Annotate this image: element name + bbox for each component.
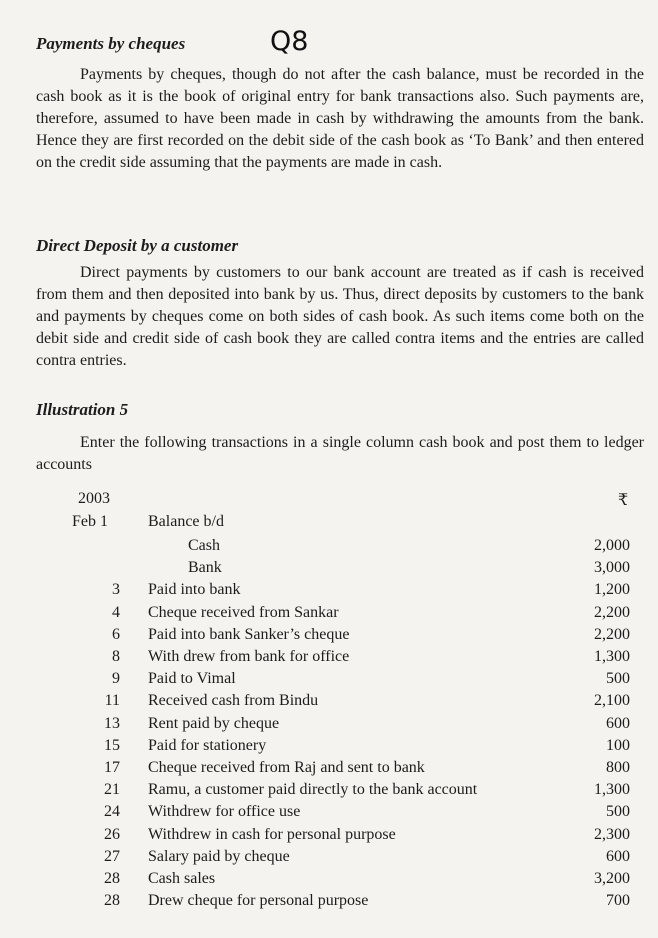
table-row xyxy=(0,579,658,601)
row-amount: 1,300 xyxy=(594,781,630,799)
row-description: Paid into bank xyxy=(148,581,241,599)
row-amount: 100 xyxy=(606,736,630,754)
row-day: 27 xyxy=(104,847,120,865)
table-row xyxy=(0,801,658,823)
row-description: Salary paid by cheque xyxy=(148,847,290,865)
row-description: Received cash from Bindu xyxy=(148,692,319,710)
row-day: 11 xyxy=(104,692,120,710)
table-first-date: Feb 1 xyxy=(72,513,108,530)
row-day: 28 xyxy=(104,870,120,887)
row-amount: 3,200 xyxy=(594,870,630,887)
row-amount: 700 xyxy=(606,892,630,910)
section-heading-illustration: Illustration 5 xyxy=(36,400,129,419)
row-amount: 2,200 xyxy=(594,625,630,643)
table-row xyxy=(0,557,658,579)
paragraph-text: Enter the following transactions in a single column cash book and post them to ledger accounts xyxy=(36,434,644,473)
row-amount: 1,300 xyxy=(594,648,630,665)
row-description: Withdrew in cash for personal purpose xyxy=(148,825,396,843)
row-description: Cheque received from Raj and sent to bank xyxy=(148,759,425,776)
section-heading-payments-by-cheques: Payments by cheques xyxy=(36,34,186,53)
row-amount: 500 xyxy=(606,803,630,821)
row-description: Cash xyxy=(188,537,220,554)
row-day: 21 xyxy=(104,781,120,799)
balance-label: Balance b/d xyxy=(148,513,224,530)
table-row xyxy=(0,668,658,690)
row-description: Paid into bank Sanker’s cheque xyxy=(148,625,350,643)
row-day: 9 xyxy=(112,670,120,688)
row-amount: 1,200 xyxy=(594,581,630,599)
question-label: Q8 xyxy=(270,26,309,57)
currency-symbol: ₹ xyxy=(618,492,629,509)
paragraph-text: Payments by cheques, though do not after the cash balance, must be recorded in the cash book as it is the book of original entry for bank transactions also. Such payments are, therefore, assumed to have been made in cash by withdrawing the amounts from the bank. Hence they are first recorded on the debit side of the cash book as ‘To Bank’ and then entered on the credit side assuming that the payments are made in cash. xyxy=(36,66,644,171)
row-amount: 500 xyxy=(606,670,630,688)
table-row xyxy=(0,690,658,712)
row-amount: 600 xyxy=(606,714,630,732)
row-day: 24 xyxy=(104,803,120,821)
row-amount: 2,200 xyxy=(594,603,630,621)
row-amount: 2,100 xyxy=(594,692,630,710)
row-description: Withdrew for office use xyxy=(148,803,301,821)
table-row xyxy=(0,868,658,890)
row-day: 8 xyxy=(112,648,120,665)
row-amount: 600 xyxy=(606,847,630,865)
row-description: Bank xyxy=(188,559,222,577)
row-description: Paid to Vimal xyxy=(148,670,236,688)
row-amount: 2,000 xyxy=(594,537,630,554)
table-row xyxy=(0,824,658,846)
row-description: Paid for stationery xyxy=(148,736,267,754)
row-description: With drew from bank for office xyxy=(148,648,350,665)
row-day: 13 xyxy=(104,714,120,732)
row-day: 6 xyxy=(112,625,120,643)
table-row xyxy=(0,535,658,557)
table-row xyxy=(0,735,658,757)
table-row xyxy=(0,890,658,912)
row-amount: 3,000 xyxy=(594,559,630,577)
table-row xyxy=(0,779,658,801)
row-day: 26 xyxy=(104,825,120,843)
row-day: 4 xyxy=(112,603,120,621)
paragraph-direct-deposit xyxy=(36,262,644,372)
table-row xyxy=(0,602,658,624)
table-year: 2003 xyxy=(78,490,110,507)
paragraph-payments-by-cheques xyxy=(36,64,644,174)
table-row xyxy=(0,646,658,668)
row-day: 3 xyxy=(112,581,120,599)
section-heading-direct-deposit: Direct Deposit by a customer xyxy=(36,236,239,255)
paragraph-text: Direct payments by customers to our bank account are treated as if cash is received from them and then deposited into bank by us. Thus, direct deposits by customers to the bank and payments by cheques come on both sides of cash book. As such items come both on the debit side and credit side of cash book they are called contra items and the entries are called contra entries. xyxy=(36,264,644,369)
paragraph-instruction xyxy=(36,432,644,476)
row-day: 28 xyxy=(104,892,120,910)
row-description: Drew cheque for personal purpose xyxy=(148,892,369,910)
row-day: 17 xyxy=(104,759,120,776)
row-description: Cheque received from Sankar xyxy=(148,603,339,621)
row-amount: 2,300 xyxy=(594,825,630,843)
table-row xyxy=(0,846,658,868)
table-row xyxy=(0,624,658,646)
row-day: 15 xyxy=(104,736,120,754)
table-row xyxy=(0,757,658,779)
row-amount: 800 xyxy=(606,759,630,776)
row-description: Cash sales xyxy=(148,870,216,887)
table-row xyxy=(0,713,658,735)
row-description: Rent paid by cheque xyxy=(148,714,280,732)
row-description: Ramu, a customer paid directly to the bank account xyxy=(148,781,478,799)
